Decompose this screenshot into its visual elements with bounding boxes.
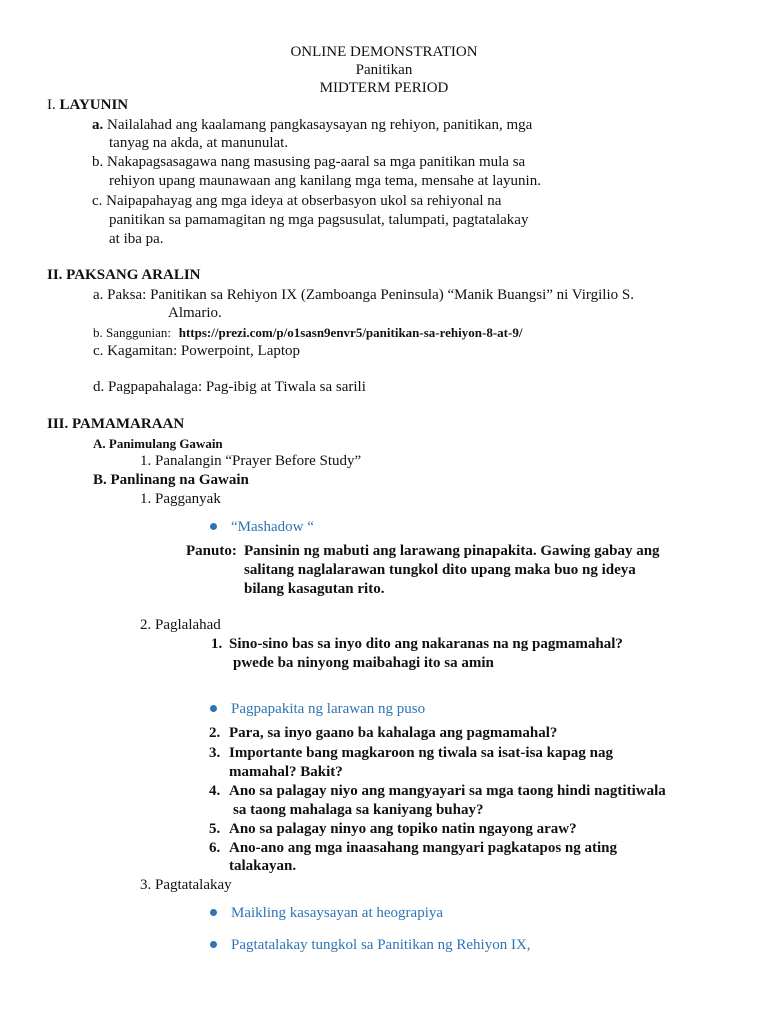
section-1-heading	[47, 96, 128, 114]
bullet-icon	[210, 705, 217, 712]
panuto-line3: bilang kasagutan rito.	[244, 581, 385, 597]
question-1-number: 1.	[211, 636, 223, 652]
question-4-number: 4.	[209, 783, 221, 799]
objective-b-line2: rehiyon upang maunawaan ang kanilang mga tema, mensahe at layunin.	[109, 173, 541, 189]
question-4-line2: sa taong mahalaga sa kaniyang buhay?	[233, 802, 484, 818]
doc-title: ONLINE DEMONSTRATION	[290, 44, 478, 60]
bullet-icon	[210, 909, 217, 916]
question-2-number: 2.	[209, 725, 221, 741]
objective-c-line2: panitikan sa pamamagitan ng mga pagsusulat, talumpati, pagtatalakay	[109, 212, 529, 228]
panuto-line1: Pansinin ng mabuti ang larawang pinapakita. Gawing gabay ang	[244, 543, 660, 559]
activity-b-item-3: 3. Pagtatalakay	[140, 877, 232, 893]
activity-a-title: A. Panimulang Gawain	[93, 436, 223, 451]
doc-period: MIDTERM PERIOD	[319, 80, 449, 96]
objective-a-marker: a.	[92, 117, 104, 133]
topic-item-a-line2: Almario.	[168, 305, 222, 321]
question-4-line1: Ano sa palagay niyo ang mangyayari sa mga taong hindi nagtitiwala	[229, 783, 666, 799]
question-6-number: 6.	[209, 840, 221, 856]
topic-item-c: c. Kagamitan: Powerpoint, Laptop	[93, 343, 301, 359]
activity-a-item-1: 1. Panalangin “Prayer Before Study”	[140, 453, 362, 469]
question-6-line1: Ano-ano ang mga inaasahang mangyari pagkatapos ng ating	[229, 840, 618, 856]
activity-b-item-2: 2. Paglalahad	[140, 617, 221, 633]
question-3-number: 3.	[209, 745, 221, 761]
question-5-number: 5.	[209, 821, 221, 837]
section-1-number: I.	[47, 97, 56, 113]
topic-item-d: d. Pagpapahalaga: Pag-ibig at Tiwala sa sarili	[93, 379, 366, 395]
reference-link[interactable]: https://prezi.com/p/o1sasn9envr5/panitikan-sa-rehiyon-8-at-9/	[178, 325, 523, 340]
section-1-title: LAYUNIN	[59, 97, 129, 113]
bullet-pagtatalakay: Pagtatalakay tungkol sa Panitikan ng Rehiyon IX,	[231, 937, 531, 953]
question-1-line1: Sino-sino bas sa inyo dito ang nakaranas na ng pagmamahal?	[229, 636, 623, 652]
question-3-line2: mamahal? Bakit?	[229, 764, 343, 780]
bullet-kasaysayan: Maikling kasaysayan at heograpiya	[231, 905, 444, 921]
question-2: Para, sa inyo gaano ba kahalaga ang pagmamahal?	[229, 725, 558, 741]
activity-b-title: B. Panlinang na Gawain	[93, 472, 249, 488]
objective-a-line2: tanyag na akda, at manunulat.	[109, 135, 289, 151]
objective-b: b. Nakapagsasagawa nang masusing pag-aaral sa mga panitikan mula sa	[92, 154, 526, 170]
objective-a-text: Nailalahad ang kaalamang pangkasaysayan ng rehiyon, panitikan, mga	[107, 117, 533, 133]
reference-label: b. Sanggunian:	[93, 325, 171, 340]
panuto-line2: salitang naglalarawan tungkol dito upang maka buo ng ideya	[244, 562, 636, 578]
bullet-puso: Pagpapakita ng larawan ng puso	[231, 701, 426, 717]
bullet-mashadow: “Mashadow “	[231, 519, 314, 535]
objective-c: c. Naipapahayag ang mga ideya at obserbasyon ukol sa rehiyonal na	[92, 193, 502, 209]
section-3-heading: III. PAMAMARAAN	[47, 416, 185, 432]
objective-a	[92, 116, 532, 134]
question-3-line1: Importante bang magkaroon ng tiwala sa isat-isa kapag nag	[229, 745, 613, 761]
panuto-label: Panuto:	[186, 543, 237, 559]
objective-c-line3: at iba pa.	[109, 231, 164, 247]
section-2-heading: II. PAKSANG ARALIN	[47, 267, 201, 283]
question-6-line2: talakayan.	[229, 858, 297, 874]
question-5: Ano sa palagay ninyo ang topiko natin ngayong araw?	[229, 821, 577, 837]
topic-item-b	[93, 324, 522, 342]
question-1-line2: pwede ba ninyong maibahagi ito sa amin	[233, 655, 494, 671]
bullet-icon	[210, 941, 217, 948]
activity-b-item-1: 1. Pagganyak	[140, 491, 221, 507]
bullet-icon	[210, 523, 217, 530]
doc-subject: Panitikan	[355, 62, 413, 78]
topic-item-a: a. Paksa: Panitikan sa Rehiyon IX (Zamboanga Peninsula) “Manik Buangsi” ni Virgilio S.	[93, 287, 634, 303]
